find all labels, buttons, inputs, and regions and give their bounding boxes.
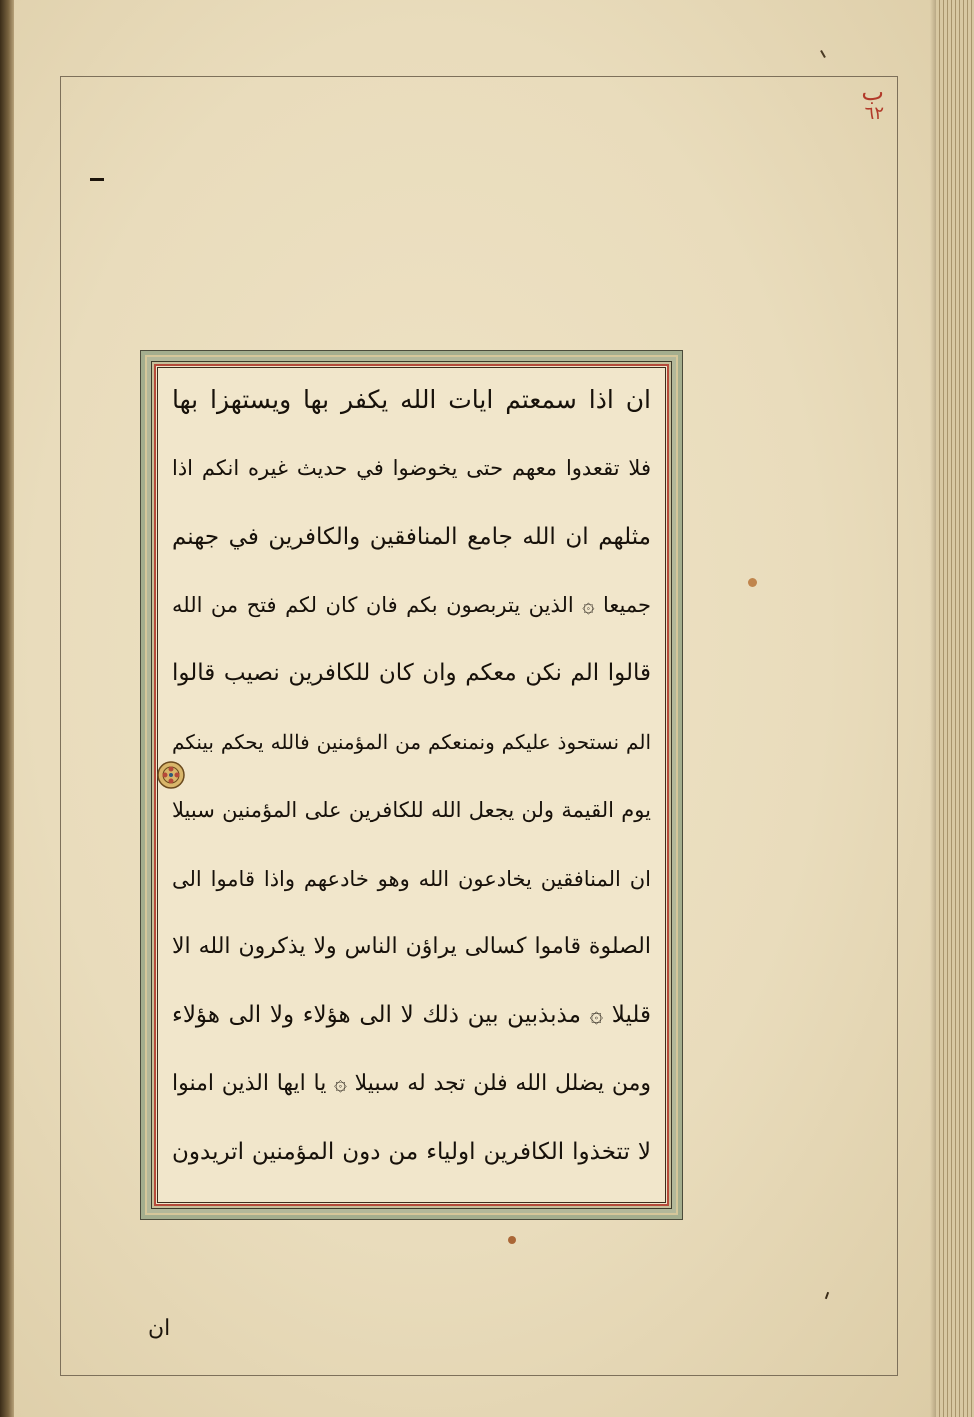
text-line: فلا تقعدوا معهم حتى يخوضوا في حديث غيره انكم اذا (172, 456, 651, 481)
margin-rosette-icon (156, 760, 186, 790)
text-line: الم نستحوذ عليكم ونمنعكم من المؤمنين فالله يحكم بينكم (172, 729, 651, 754)
ink-spot (748, 578, 757, 587)
book-binding (0, 0, 14, 1417)
text-line: مثلهم ان الله جامع المنافقين والكافرين في جهنم (172, 523, 651, 550)
text-line: قليلا ۞ مذبذبين بين ذلك لا الى هؤلاء ولا الى هؤلاء (172, 1002, 651, 1029)
illuminated-text-frame (140, 350, 683, 1220)
margin-dash-mark (90, 178, 104, 181)
text-line: ان اذا سمعتم ايات الله يكفر بها ويستهزا بها (172, 385, 651, 414)
ink-spot (508, 1236, 516, 1244)
text-line: لا تتخذوا الكافرين اولياء من دون المؤمنين اتريدون (172, 1138, 651, 1165)
frame-band-outer (145, 355, 678, 1215)
text-line: قالوا الم نكن معكم وان كان للكافرين نصيب قالوا (172, 660, 651, 687)
text-line: الصلوة قاموا كسالى يراؤن الناس ولا يذكرون الله الا (172, 933, 651, 959)
text-line: ان المنافقين يخادعون الله وهو خادعهم واذا قاموا الى (172, 866, 651, 891)
folio-letter: ب (861, 78, 884, 106)
frame-band-middle (151, 361, 672, 1209)
text-line: يوم القيمة ولن يجعل الله للكافرين على المؤمنين سبيلا (172, 798, 651, 823)
text-line: جميعا ۞ الذين يتربصون بكم فان كان لكم فتح من الله (172, 593, 651, 618)
frame-band-inner (154, 364, 669, 1206)
catchword: ان (148, 1316, 171, 1341)
text-block (157, 367, 666, 1203)
folio-number: ٦٢ (864, 103, 884, 125)
text-line: ومن يضلل الله فلن تجد له سبيلا ۞ يا ايها الذين امنوا (172, 1070, 651, 1096)
page-edges (936, 0, 974, 1417)
folio-mark (861, 80, 884, 124)
